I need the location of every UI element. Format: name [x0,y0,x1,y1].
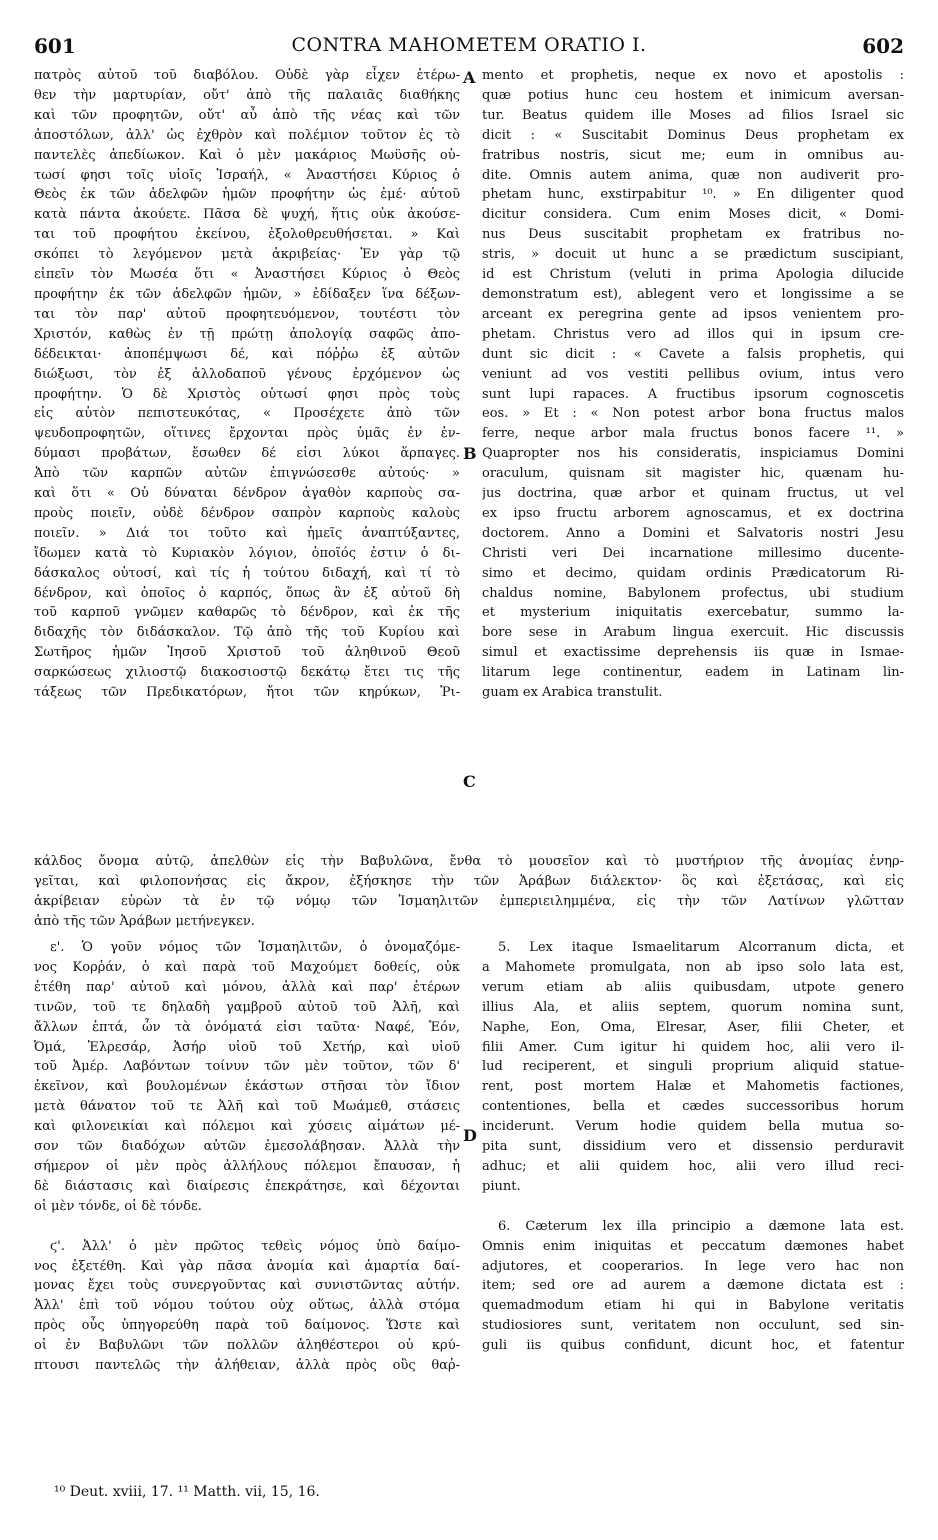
text-line: καὶ φιλονεικίαι καὶ πόλεμοι καὶ χύσεις αἱμάτων μέ- [34,1119,460,1135]
text-line: οἱ μὲν τόνδε, οἱ δὲ τόνδε. [34,1198,202,1214]
margin-letter-b: B [463,444,477,463]
text-line: filii Amer. Cum igitur hi quidem hoc, alii vero il- [482,1039,904,1055]
text-line: προφήτην. Ὁ δὲ Χριστὸς οὑτωσί φησι πρὸς τοὺς [34,386,460,402]
text-line: σαρκώσεως χιλιοστῷ διακοσιοστῷ δεκάτῳ ἔτει τις τῆς [34,665,460,681]
latin-column-top [482,66,904,703]
text-line: δάσκαλος οὑτοσί, καὶ τίς ἡ τούτου διδαχή, καὶ τί τὸ [34,565,460,581]
text-line: γεῖται, καὶ φιλοπονήσας εἰς ἄκρον, ἐξήσκησε τὴν τῶν Ἀράβων διάλεκτον· ὃς καὶ ἐξετάσας, καὶ εἰς [34,873,904,889]
left-page-number: 601 [34,34,76,58]
text-line: verum etiam ab aliis quibusdam, utpote genero [482,979,904,995]
text-line: nus Deus suscitabit prophetam ex fratribus no- [482,227,904,243]
text-line: chaldus nomine, Babylonem profectus, ubi studium [482,585,904,601]
text-line: προὺς ποιεῖν, οὐδὲ δένδρον σαπρὸν καρποὺς καλοὺς [34,505,460,521]
text-line: Ὀμά, Ἐλρεσάρ, Ἀσήρ υἱοῦ τοῦ Χετήρ, καὶ υἱοῦ [34,1039,460,1055]
text-line: ἐτέθη παρ' αὐτοῦ καὶ μόνου, ἀλλὰ καὶ παρ' ἑτέρων [34,979,460,995]
margin-letter-c: C [463,772,476,791]
text-line: δὲ διάστασις καὶ διαίρεσις ἐπεκράτησε, καὶ δέχονται [34,1178,460,1194]
text-line: νος Κορῥάν, ὁ καὶ παρὰ τοῦ Μαχούμετ δοθείς, οὐκ [34,959,460,975]
text-line: guam ex Arabica transtulit. [482,685,663,701]
text-line: demonstratum est), ablegent vero et longissime a se [482,286,904,302]
text-line: eos. » Et : « Non potest arbor bona fructus malos [482,406,904,422]
text-line [34,1217,460,1237]
text-line: προφήτην ἐκ τῶν ἀδελφῶν ἡμῶν, » ἐδίδαξεν ἵνα δέξων- [34,286,460,302]
text-line [482,1197,904,1217]
margin-letter-d: D [463,1126,477,1145]
text-line: ἄλλων ἑπτά, ὧν τὰ ὀνόματά εἰσι ταῦτα· Ναφέ, Ἐόν, [34,1019,460,1035]
text-line: δένδρον, καὶ ὁποῖος ὁ καρπός, ὅπως ἂν ἐξ αὐτοῦ δὴ [34,585,460,601]
text-line: πατρὸς αὐτοῦ τοῦ διαβόλου. Οὐδὲ γὰρ εἶχεν ἑτέρω- [34,68,460,83]
text-line: τάξεως τῶν Πρεδικατόρων, ἤτοι τῶν κηρύκων, Ῥι- [34,685,460,701]
text-line: ποιεῖν. » Διά τοι τοῦτο καὶ ἡμεῖς ἀναπτύξαντες, [34,525,460,541]
text-line: ex ipso fructu arborem agnoscamus, et ex doctrina [482,505,904,521]
text-line: jus doctrina, quæ arbor et quinam fructus, ut vel [482,486,904,502]
greek-full-width-passage [34,852,904,932]
text-line: κάλδος ὄνομα αὐτῷ, ἀπελθὼν εἰς τὴν Βαβυλῶνα, ἔνθα τὸ μουσεῖον καὶ τὸ μυστήριον τῆς ἀνομίας ἐνηρ- [34,854,904,869]
text-line: dicit : « Suscitabit Dominus Deus prophetam ex [482,127,904,143]
text-line: oraculum, quisnam sit magister hic, quænam hu- [482,466,904,482]
text-line: παντελὲς ἀπεδίωκον. Καὶ ὁ μὲν μακάριος Μωϋσῆς οὑ- [34,147,460,163]
text-line: veniunt ad vos vestiti pellibus ovium, intus vero [482,366,904,382]
text-line: dunt sic dicit : « Cavete a falsis prophetis, qui [482,346,904,362]
text-line: bore sese in Arabum lingua exercuit. Hic discussis [482,625,904,641]
text-line: piunt. [482,1178,521,1194]
text-line: sunt lupi rapaces. A fructibus ipsorum cognoscetis [482,386,904,402]
text-line: εἰπεῖν τὸν Μωσέα ὅτι « Ἀναστήσει Κύριος ὁ Θεὸς [34,267,460,283]
text-line: a Mahomete promulgata, non ab ipso solo lata est, [482,959,904,975]
text-line: πτουσι παντελῶς τὴν ἀλήθειαν, ἀλλὰ πρὸς οὓς θαῤ- [34,1358,460,1374]
text-line: Omnis enim iniquitas et peccatum dæmones habet [482,1238,904,1254]
text-line: Ἀλλ' ἐπὶ τοῦ νόμου τούτου οὐχ οὕτως, ἀλλὰ στόμα [34,1298,460,1314]
text-line: quæ potius hunc ceu hostem et inimicum aversan- [482,87,904,103]
text-line: contentiones, bella et cædes successoribus horum [482,1099,904,1115]
text-line: arceant ex peregrina gente ad ipsos venientem pro- [482,306,904,322]
text-line: ψευδοπροφητῶν, οἵτινες ἔρχονται πρὸς ὑμᾶς ἐν ἐν- [34,426,460,442]
text-line: guli iis quibus confidunt, dicunt hoc, et fatentur [482,1338,904,1354]
text-line: ἀκρίβειαν εὑρὼν τὰ ἐν τῷ νόμῳ τῶν Ἰσμαηλιτῶν ἐμπεριειλημμένα, εἰς τὴν τῶν Λατίνων γλῶτταν [34,893,904,909]
text-line: ἀπὸ τῆς τῶν Ἀράβων μετήνεγκεν. [34,913,255,929]
text-line: litarum lege continentur, eadem in Latinam lin- [482,665,904,681]
text-line: Χριστόν, καθὼς ἐν τῇ πρώτῃ ἀπολογίᾳ σαφῶς ἀπο- [34,326,460,342]
text-line: μονας ἔχει τοὺς συνεργοῦντας καὶ συνιστῶντας αὐτήν. [34,1278,460,1294]
text-line: ἀποστόλων, ἀλλ' ὡς ἐχθρὸν καὶ πολέμιον τοῦτον ἐς τὸ [34,127,460,143]
text-line: ἴδωμεν κατὰ τὸ Κυριακὸν λόγιον, ὁποῖός ἐστιν ὁ δι- [34,545,460,561]
text-line: μετὰ θάνατον τοῦ τε Ἀλῆ καὶ τοῦ Μωάμεθ, στάσεις [34,1099,460,1115]
text-line: lud reciperent, et singuli proprium aliquid statue- [482,1059,904,1075]
text-line: καὶ τῶν προφητῶν, οὔτ' αὖ ἀπὸ τῆς νέας καὶ τῶν [34,107,460,123]
text-line: Naphe, Eon, Oma, Elresar, Aser, filii Cheter, et [482,1019,904,1035]
text-line: doctorem. Anno a Domini et Salvatoris nostri Jesu [482,525,904,541]
text-line: illius Ala, et aliis septem, quorum nomina sunt, [482,999,904,1015]
text-line: θεν τὴν μαρτυρίαν, οὔτ' ἀπὸ τῆς παλαιᾶς διαθήκης [34,87,460,103]
text-line: νος ἐξετέθη. Καὶ γὰρ πᾶσα ἀνομία καὶ ἁμαρτία δαί- [34,1258,460,1274]
text-line: οἱ ἐν Βαβυλῶνι τῶν πολλῶν ἀληθέστεροι οὐ κρύ- [34,1338,460,1354]
text-line: διώξωσι, τὸν ἐξ ἀλλοδαποῦ γένους ἐρχόμενον ὡς [34,366,460,382]
text-line: dicitur considera. Cum enim Moses dicit, « Domi- [482,207,904,223]
text-line: ε'. Ὁ γοῦν νόμος τῶν Ἰσμαηλιτῶν, ὁ ὀνομαζόμε- [50,940,460,955]
text-line: phetam hunc, exstirpabitur ¹⁰. » En diligenter quod [482,187,904,203]
text-line: stris, » docuit ut hunc a se prædictum suscipiant, [482,247,904,263]
text-line: πρὸς οὖς ὑπηγορεύθη παρὰ τοῦ δαίμονος. Ὥστε καὶ [34,1318,460,1334]
text-line: 6. Cæterum lex illa principio a dæmone lata est. [498,1218,904,1234]
text-line: item; sed ore ad aurem a dæmone dictata est : [482,1278,904,1294]
footnotes: ¹⁰ Deut. xviii, 17. ¹¹ Matth. vii, 15, 16. [54,1484,320,1500]
text-line: σήμερον οἱ μὲν πρὸς ἀλλήλους πόλεμοι ἔπαυσαν, ἡ [34,1158,460,1174]
text-line: ϛ'. Ἀλλ' ὁ μὲν πρῶτος τεθεὶς νόμος ὑπὸ δαίμο- [50,1238,460,1254]
text-line: inciderunt. Verum hodie quidem bella mutua so- [482,1119,904,1135]
running-title: CONTRA MAHOMETEM ORATIO I. [291,34,647,56]
text-line: καὶ ὅτι « Οὐ δύναται δένδρον ἀγαθὸν καρποὺς σα- [34,486,460,502]
text-line: 5. Lex itaque Ismaelitarum Alcorranum dicta, et [498,940,904,955]
text-line: εἰς αὐτὸν πεπιστευκότας, « Προσέχετε ἀπὸ τῶν [34,406,460,422]
running-header [34,34,904,64]
text-line: ferre, neque arbor mala fructus bonos facere ¹¹. » [482,426,904,442]
text-line: σκόπει τὸ λεγόμενον μετὰ ἀκριβείας· Ἐν γὰρ τῷ [34,247,460,263]
text-line: τωσί φησι τοῖς υἱοῖς Ἰσραήλ, « Ἀναστήσει Κύριος ὁ [34,167,460,183]
text-line: quemadmodum etiam hi qui in Babylone veritatis [482,1298,904,1314]
text-line: Quapropter nos his consideratis, inspiciamus Domini [482,446,904,462]
text-line: tur. Beatus quidem ille Moses ad filios Israel sic [482,107,904,123]
text-line: pita sunt, dissidium vero et dissensio perduravit [482,1139,904,1155]
text-line: phetam. Christus vero ad illos qui in ipsum cre- [482,326,904,342]
text-line: simul et exactissime deprehensis iis quæ in Ismae- [482,645,904,661]
right-page-number: 602 [862,34,904,58]
text-line: τοῦ Ἀμέρ. Λαβόντων τοίνυν τῶν μὲν τοῦτον, τῶν δ' [34,1059,460,1075]
text-line: Christi veri Dei incarnatione millesimo ducente- [482,545,904,561]
text-line: fratribus nostris, sicut me; eum in omnibus au- [482,147,904,163]
text-line: et mysterium iniquitatis exercebatur, summo la- [482,605,904,621]
text-line: τοῦ καρποῦ γνῶμεν καθαρῶς τὸ δένδρον, καὶ ἐκ τῆς [34,605,460,621]
text-line: σον τῶν διαδόχων αὐτῶν ἐμεσολάβησαν. Ἀλλὰ τὴν [34,1139,460,1155]
text-line: δύμασι προβάτων, ἔσωθεν δέ εἰσι λύκοι ἅρπαγες. [34,446,460,462]
text-line: ται τοῦ προφήτου ἐκείνου, ἐξολοθρευθήσεται. » Καὶ [34,227,460,243]
text-line: Σωτῆρος ἡμῶν Ἰησοῦ Χριστοῦ τοῦ ἀληθινοῦ Θεοῦ [34,645,460,661]
text-line: mento et prophetis, neque ex novo et apostolis : [482,68,904,83]
latin-column-bottom [482,938,904,1356]
text-line: δέδεικται· ἀποπέμψωσι δέ, καὶ πόῤῥω ἐξ αὐτῶν [34,346,460,362]
text-line: διδαχῆς τὸν διδάσκαλον. Τῷ ἀπὸ τῆς τοῦ Κυρίου καὶ [34,625,460,641]
greek-column-bottom [34,938,460,1376]
text-line: dite. Omnis autem anima, quæ non audiverit pro- [482,167,904,183]
text-line: Θεὸς ἐκ τῶν ἀδελφῶν ἡμῶν προφήτην ὡς ἐμέ· αὐτοῦ [34,187,460,203]
text-line: ται τὸν παρ' αὐτοῦ προφητευόμενον, τουτέστι τὸν [34,306,460,322]
text-line: ἐκεῖνον, καὶ βουλομένων ἑκάστων στῆσαι τὸν ἴδιον [34,1079,460,1095]
text-line: rent, post mortem Halæ et Mahometis factiones, [482,1079,904,1095]
margin-letter-a: A [463,68,476,87]
text-line: simo et decimo, quidam ordinis Prædicatorum Ri- [482,565,904,581]
greek-column-top [34,66,460,703]
text-line: adjutores, et cooperarios. In lege vero hac non [482,1258,904,1274]
text-line: id est Christum (veluti in prima Apologia dilucide [482,267,904,283]
text-line: studiosiores sunt, veritatem non occulunt, sed sin- [482,1318,904,1334]
text-line: adhuc; et alii quidem hoc, alii vero illud reci- [482,1158,904,1174]
text-line: κατὰ πάντα ἀκούετε. Πᾶσα δὲ ψυχή, ἥτις οὐκ ἀκούσε- [34,207,460,223]
text-line: Ἀπὸ τῶν καρπῶν αὐτῶν ἐπιγνώσεσθε αὐτούς· » [34,466,460,482]
text-line: τινῶν, τοῦ τε δηλαδὴ γαμβροῦ αὐτοῦ τοῦ Ἀλῆ, καὶ [34,999,460,1015]
